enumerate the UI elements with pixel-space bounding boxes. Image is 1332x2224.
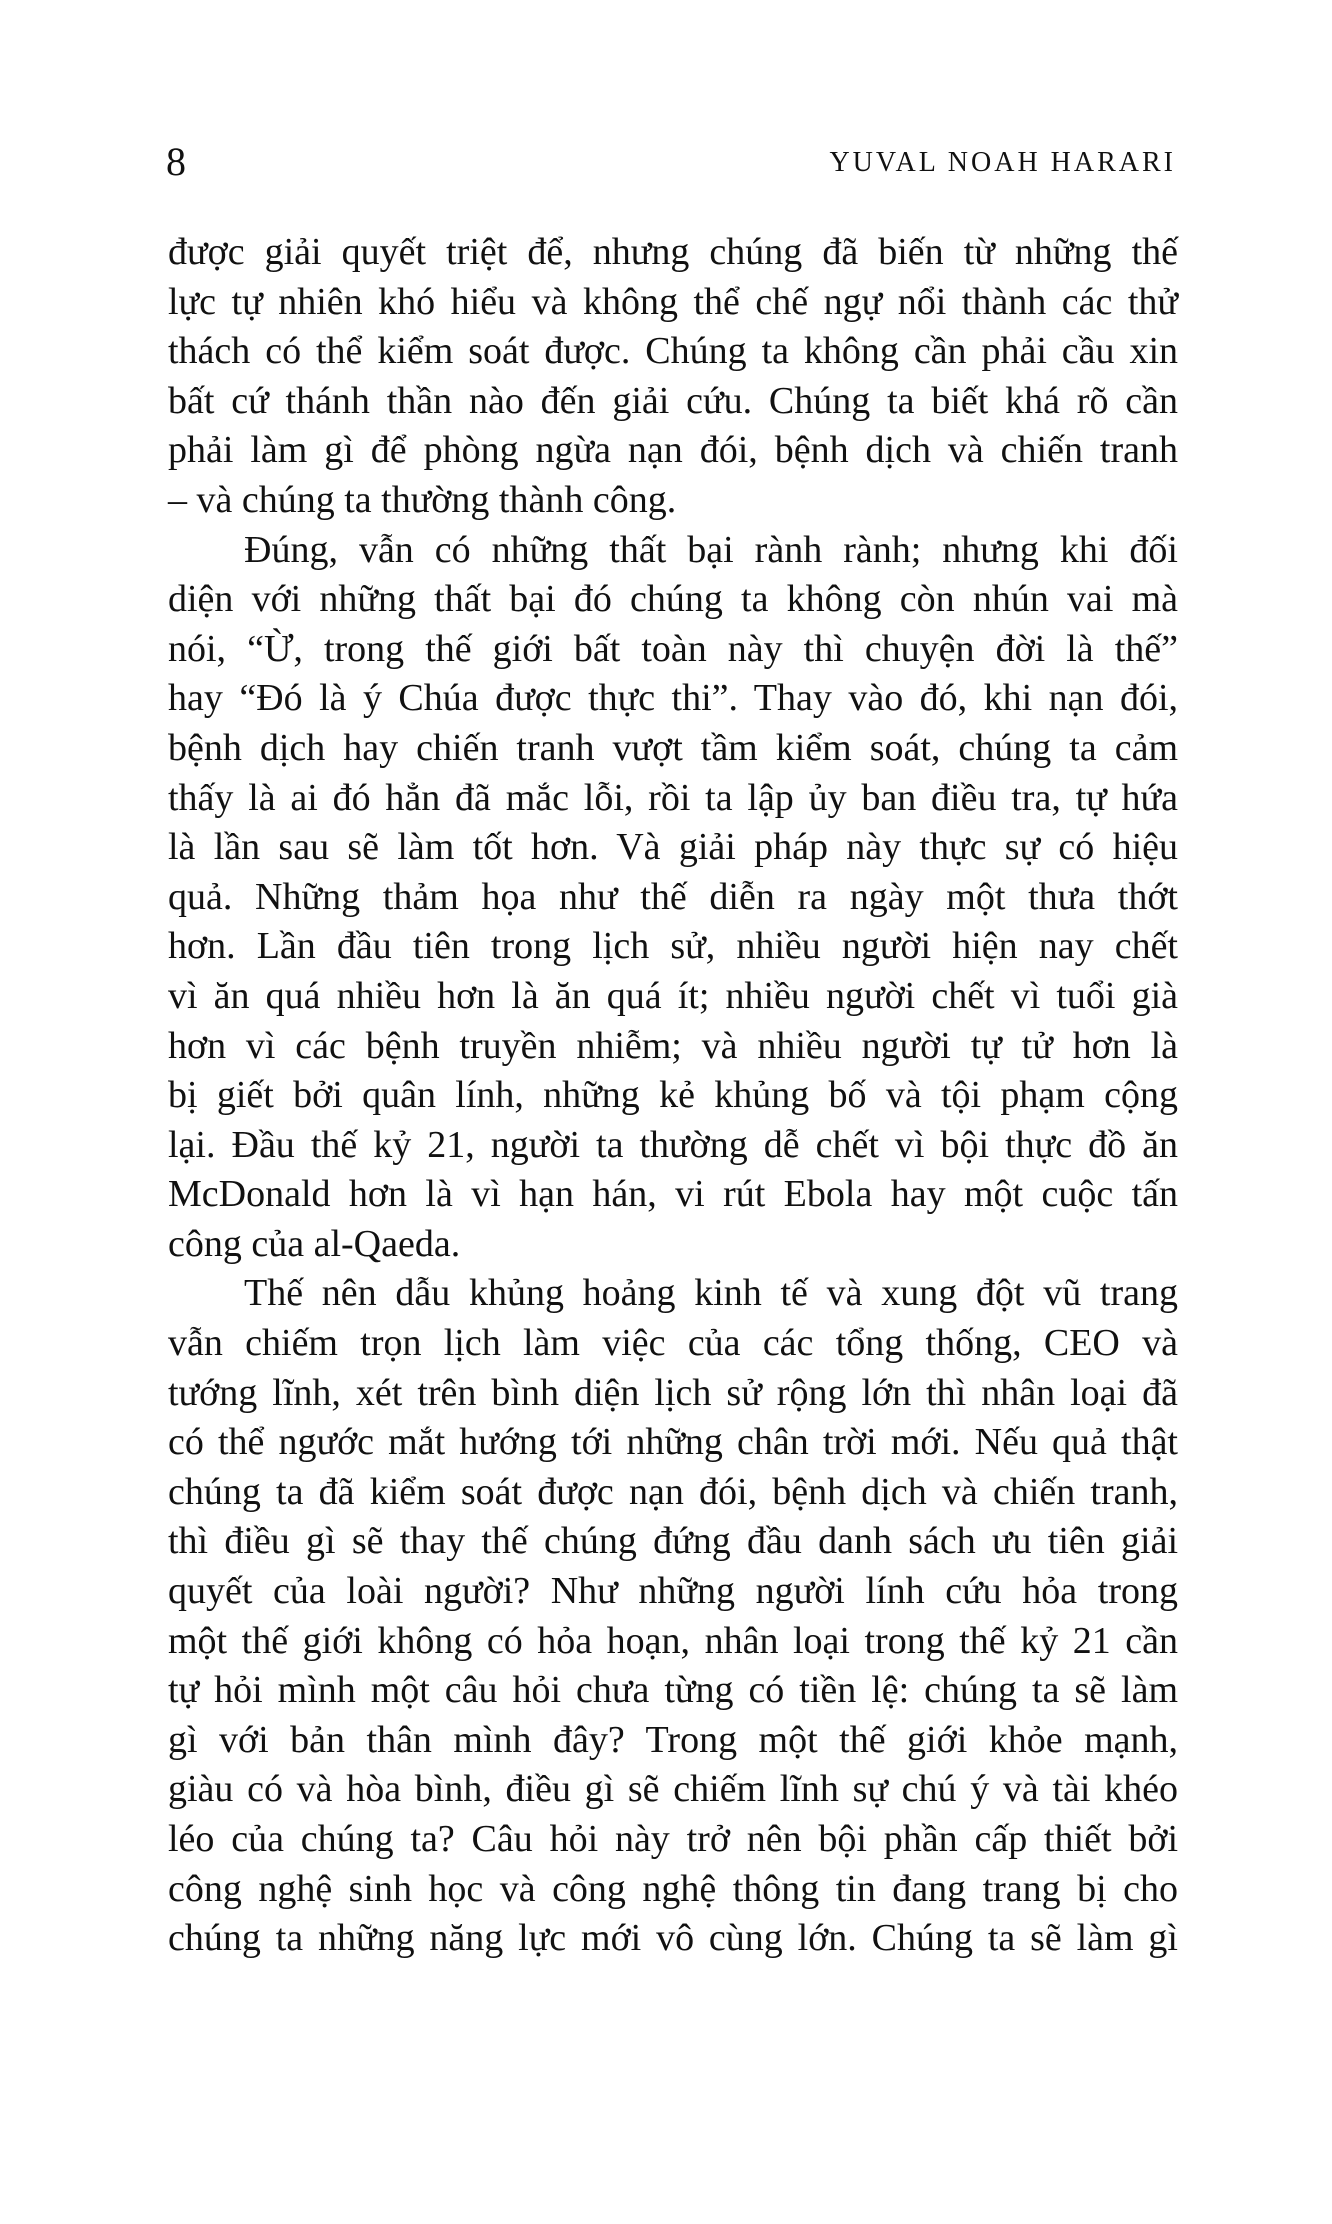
text-line: công nghệ sinh học và công nghệ thông tin đang trang bị cho — [168, 1867, 1178, 1910]
text-line: thì điều gì sẽ thay thế chúng đứng đầu danh sách ưu tiên giải — [168, 1520, 1178, 1563]
body-text — [168, 228, 1178, 1964]
text-line: có thể ngước mắt hướng tới những chân trời mới. Nếu quả thật — [168, 1421, 1178, 1464]
text-line: diện với những thất bại đó chúng ta không còn nhún vai mà — [168, 578, 1178, 621]
text-line: bất cứ thánh thần nào đến giải cứu. Chúng ta biết khá rõ cần — [168, 379, 1178, 422]
text-line: một thế giới không có hỏa hoạn, nhân loại trong thế kỷ 21 cần — [168, 1619, 1178, 1662]
text-line: McDonald hơn là vì hạn hán, vi rút Ebola hay một cuộc tấn — [168, 1173, 1178, 1216]
text-line: nói, “Ừ, trong thế giới bất toàn này thì chuyện đời là thế” — [168, 627, 1178, 670]
text-line: hơn vì các bệnh truyền nhiễm; và nhiều người tự tử hơn là — [168, 1024, 1178, 1067]
text-line: lại. Đầu thế kỷ 21, người ta thường dễ chết vì bội thực đồ ăn — [168, 1123, 1178, 1166]
page-number: 8 — [166, 139, 186, 184]
text-line: Thế nên dẫu khủng hoảng kinh tế và xung đột vũ trang — [244, 1272, 1178, 1315]
text-line: hơn. Lần đầu tiên trong lịch sử, nhiều người hiện nay chết — [168, 925, 1178, 968]
text-line: – và chúng ta thường thành công. — [168, 478, 677, 521]
text-line: quả. Những thảm họa như thế diễn ra ngày một thưa thớt — [168, 875, 1178, 918]
text-line: được giải quyết triệt để, nhưng chúng đã biến từ những thế — [168, 231, 1178, 273]
text-line: giàu có và hòa bình, điều gì sẽ chiếm lĩnh sự chú ý và tài khéo — [168, 1768, 1178, 1811]
text-line: lực tự nhiên khó hiểu và không thể chế ngự nổi thành các thử — [168, 280, 1178, 323]
text-line: chúng ta đã kiểm soát được nạn đói, bệnh dịch và chiến tranh, — [168, 1470, 1178, 1513]
text-line: chúng ta những năng lực mới vô cùng lớn. Chúng ta sẽ làm gì — [168, 1917, 1178, 1960]
paragraph — [168, 228, 1178, 526]
text-line: vì ăn quá nhiều hơn là ăn quá ít; nhiều người chết vì tuổi già — [168, 974, 1178, 1017]
text-line: tướng lĩnh, xét trên bình diện lịch sử rộng lớn thì nhân loại đã — [168, 1371, 1178, 1414]
text-line: bệnh dịch hay chiến tranh vượt tầm kiểm soát, chúng ta cảm — [168, 726, 1178, 769]
text-line: tự hỏi mình một câu hỏi chưa từng có tiền lệ: chúng ta sẽ làm — [168, 1669, 1178, 1712]
text-line: công của al-Qaeda. — [168, 1222, 461, 1265]
text-line: vẫn chiếm trọn lịch làm việc của các tổng thống, CEO và — [168, 1322, 1178, 1365]
running-head-author: YUVAL NOAH HARARI — [829, 147, 1176, 178]
text-line: gì với bản thân mình đây? Trong một thế giới khỏe mạnh, — [168, 1718, 1178, 1761]
text-line: phải làm gì để phòng ngừa nạn đói, bệnh dịch và chiến tranh — [168, 429, 1178, 472]
text-line: hay “Đó là ý Chúa được thực thi”. Thay vào đó, khi nạn đói, — [168, 677, 1178, 720]
text-line: quyết của loài người? Như những người lính cứu hỏa trong — [168, 1570, 1178, 1613]
text-line: thấy là ai đó hẳn đã mắc lỗi, rồi ta lập ủy ban điều tra, tự hứa — [168, 776, 1178, 819]
text-line: bị giết bởi quân lính, những kẻ khủng bố và tội phạm cộng — [168, 1074, 1178, 1117]
text-line: léo của chúng ta? Câu hỏi này trở nên bội phần cấp thiết bởi — [168, 1818, 1178, 1860]
paragraph — [168, 1269, 1178, 1963]
paragraph — [168, 526, 1178, 1270]
text-line: Đúng, vẫn có những thất bại rành rành; nhưng khi đối — [244, 528, 1178, 571]
text-line: là lần sau sẽ làm tốt hơn. Và giải pháp này thực sự có hiệu — [168, 826, 1178, 869]
text-line: thách có thể kiểm soát được. Chúng ta không cần phải cầu xin — [168, 330, 1178, 373]
